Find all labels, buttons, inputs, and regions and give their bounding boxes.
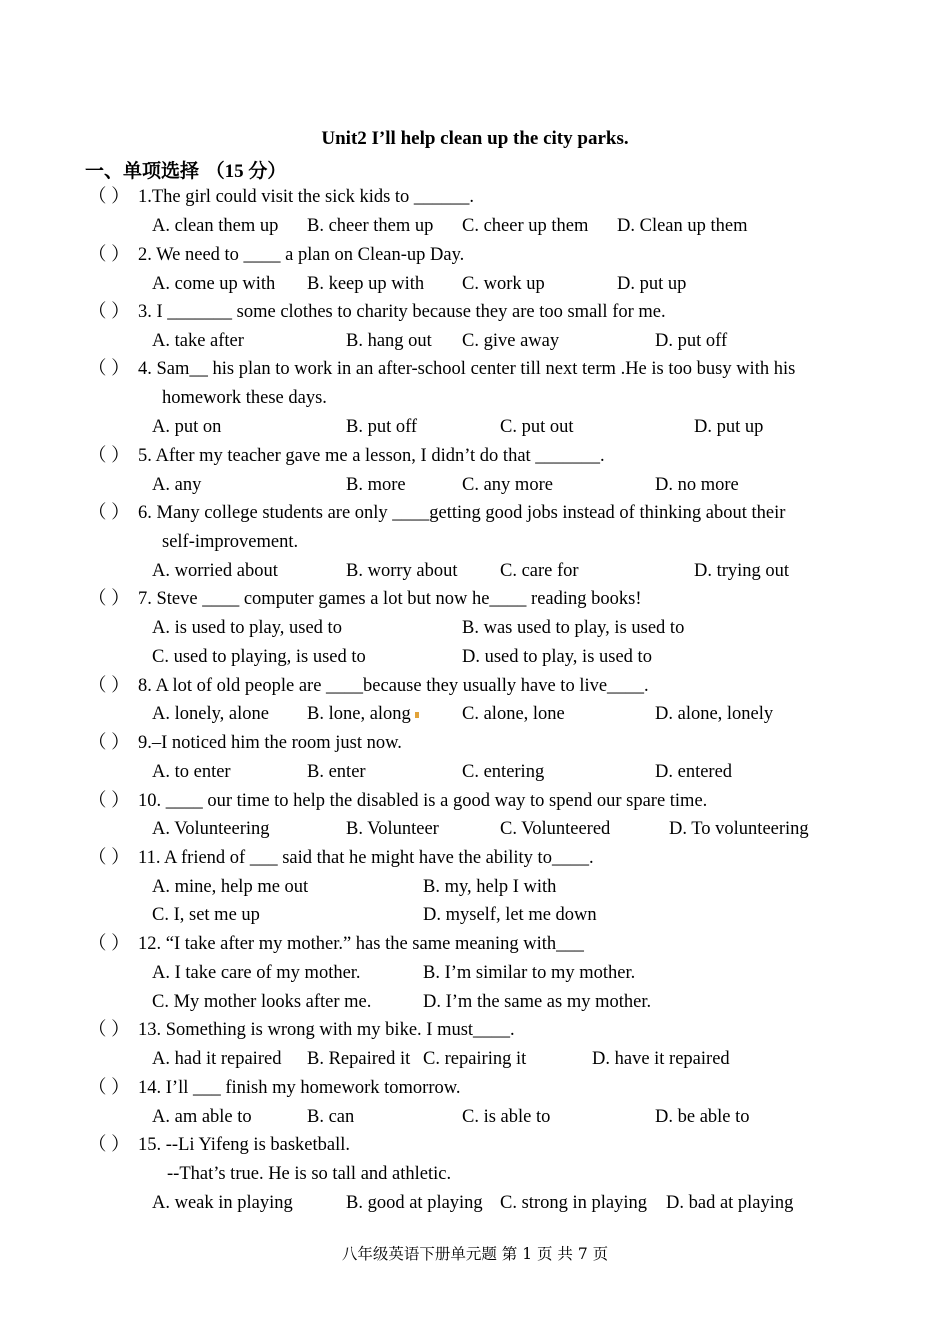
option-d: D. put off bbox=[655, 331, 728, 351]
option-b: B. enter bbox=[307, 762, 366, 782]
option-b: B. keep up with bbox=[307, 274, 425, 294]
option-c: C. care for bbox=[500, 561, 579, 581]
answer-paren: （ ） bbox=[88, 503, 130, 523]
answer-paren: （ ） bbox=[88, 934, 130, 954]
option-c: C. My mother looks after me. bbox=[152, 992, 372, 1012]
option-b: B. I’m similar to my mother. bbox=[423, 963, 636, 983]
question-stem-continuation: self-improvement. bbox=[162, 532, 299, 552]
page-footer: 八年级英语下册单元题 第 1 页 共 7 页 bbox=[341, 1245, 609, 1263]
stray-mark-icon bbox=[415, 712, 419, 718]
question-8 bbox=[88, 674, 649, 698]
option-d: D. be able to bbox=[655, 1107, 750, 1127]
option-d: D. no more bbox=[655, 475, 739, 495]
answer-paren: （ ） bbox=[88, 187, 130, 207]
option-c: C. cheer up them bbox=[462, 216, 589, 236]
option-d: D. used to play, is used to bbox=[462, 647, 652, 667]
answer-paren: （ ） bbox=[88, 848, 130, 868]
question-stem: 11. A friend of ___ said that he might have the ability to____. bbox=[138, 848, 594, 868]
question-stem: 12. “I take after my mother.” has the same meaning with___ bbox=[138, 934, 584, 954]
option-b: B. put off bbox=[346, 417, 418, 437]
answer-paren: （ ） bbox=[88, 733, 130, 753]
answer-paren: （ ） bbox=[88, 791, 130, 811]
option-a: A. am able to bbox=[152, 1107, 252, 1127]
option-d: D. Clean up them bbox=[617, 216, 748, 236]
question-10 bbox=[88, 789, 707, 813]
option-a: A. I take care of my mother. bbox=[152, 963, 361, 983]
question-1 bbox=[88, 185, 474, 209]
option-a: A. any bbox=[152, 475, 202, 495]
question-stem: 8. A lot of old people are ____because they usually have to live____. bbox=[138, 676, 649, 696]
answer-paren: （ ） bbox=[88, 1020, 130, 1040]
question-stem: 4. Sam__ his plan to work in an after-school center till next term .He is too busy with his bbox=[138, 359, 796, 379]
option-a: A. put on bbox=[152, 417, 222, 437]
section-label: 一、单项选择 bbox=[85, 160, 200, 182]
option-b bbox=[307, 702, 421, 726]
question-5 bbox=[88, 444, 605, 468]
option-b: B. cheer them up bbox=[307, 216, 434, 236]
option-a: A. had it repaired bbox=[152, 1049, 282, 1069]
option-c: C. alone, lone bbox=[462, 704, 565, 724]
answer-paren: （ ） bbox=[88, 1078, 130, 1098]
option-a: A. come up with bbox=[152, 274, 276, 294]
question-stem: 14. I’ll ___ finish my homework tomorrow. bbox=[138, 1078, 461, 1098]
option-a: A. lonely, alone bbox=[152, 704, 269, 724]
question-stem: 6. Many college students are only ____getting good jobs instead of thinking about their bbox=[138, 503, 786, 523]
question-15 bbox=[88, 1133, 350, 1157]
option-b: B. hang out bbox=[346, 331, 432, 351]
option-d: D. have it repaired bbox=[592, 1049, 730, 1069]
answer-paren: （ ） bbox=[88, 1135, 130, 1155]
option-c: C. I, set me up bbox=[152, 905, 260, 925]
option-b: B. worry about bbox=[346, 561, 458, 581]
section-heading bbox=[85, 156, 286, 183]
question-stem: 2. We need to ____ a plan on Clean-up Day. bbox=[138, 245, 465, 265]
answer-paren: （ ） bbox=[88, 446, 130, 466]
option-d: D. put up bbox=[694, 417, 764, 437]
question-stem-continuation: homework these days. bbox=[162, 388, 327, 408]
option-c: C. put out bbox=[500, 417, 574, 437]
option-c: C. any more bbox=[462, 475, 553, 495]
option-a: A. mine, help me out bbox=[152, 877, 309, 897]
question-11 bbox=[88, 846, 594, 870]
answer-paren: （ ） bbox=[88, 676, 130, 696]
option-c: C. work up bbox=[462, 274, 545, 294]
option-c: C. Volunteered bbox=[500, 819, 611, 839]
option-d: D. bad at playing bbox=[666, 1193, 794, 1213]
option-b: B. more bbox=[346, 475, 406, 495]
question-stem: 13. Something is wrong with my bike. I must____. bbox=[138, 1020, 515, 1040]
option-a: A. clean them up bbox=[152, 216, 279, 236]
question-2 bbox=[88, 243, 464, 267]
option-a: A. to enter bbox=[152, 762, 231, 782]
option-c: C. entering bbox=[462, 762, 545, 782]
question-4 bbox=[88, 357, 795, 381]
option-c: C. is able to bbox=[462, 1107, 551, 1127]
option-a: A. Volunteering bbox=[152, 819, 270, 839]
answer-paren: （ ） bbox=[88, 302, 130, 322]
option-d: D. To volunteering bbox=[669, 819, 809, 839]
option-c: C. strong in playing bbox=[500, 1193, 647, 1213]
option-c: C. used to playing, is used to bbox=[152, 647, 366, 667]
option-c: C. give away bbox=[462, 331, 560, 351]
answer-paren: （ ） bbox=[88, 245, 130, 265]
option-d: D. put up bbox=[617, 274, 687, 294]
question-9 bbox=[88, 731, 402, 755]
option-d: D. I’m the same as my mother. bbox=[423, 992, 652, 1012]
option-b: B. was used to play, is used to bbox=[462, 618, 685, 638]
option-d: D. trying out bbox=[694, 561, 790, 581]
question-3 bbox=[88, 300, 666, 324]
question-6 bbox=[88, 501, 785, 525]
question-14 bbox=[88, 1076, 461, 1100]
option-a: A. take after bbox=[152, 331, 244, 351]
option-a: A. is used to play, used to bbox=[152, 618, 342, 638]
option-b: B. can bbox=[307, 1107, 355, 1127]
question-stem: 1.The girl could visit the sick kids to ______. bbox=[138, 187, 475, 207]
question-7 bbox=[88, 587, 642, 611]
section-score: （15 分） bbox=[205, 161, 287, 182]
option-d: D. myself, let me down bbox=[423, 905, 597, 925]
option-c: C. repairing it bbox=[423, 1049, 527, 1069]
option-d: D. alone, lonely bbox=[655, 704, 774, 724]
question-stem: 15. --Li Yifeng is basketball. bbox=[138, 1135, 351, 1155]
option-a: A. weak in playing bbox=[152, 1193, 293, 1213]
answer-paren: （ ） bbox=[88, 359, 130, 379]
option-b: B. good at playing bbox=[346, 1193, 483, 1213]
page-title: Unit2 I’ll help clean up the city parks. bbox=[321, 128, 629, 149]
answer-paren: （ ） bbox=[88, 589, 130, 609]
question-stem: 10. ____ our time to help the disabled is a good way to spend our spare time. bbox=[138, 791, 708, 811]
option-b-text: B. lone, along bbox=[307, 704, 411, 724]
question-stem: 3. I _______ some clothes to charity because they are too small for me. bbox=[138, 302, 666, 322]
question-12 bbox=[88, 932, 584, 956]
option-b: B. Volunteer bbox=[346, 819, 439, 839]
question-13 bbox=[88, 1018, 515, 1042]
question-stem: 5. After my teacher gave me a lesson, I didn’t do that _______. bbox=[138, 446, 605, 466]
question-stem-continuation: --That’s true. He is so tall and athletic. bbox=[167, 1164, 452, 1184]
option-a: A. worried about bbox=[152, 561, 278, 581]
option-d: D. entered bbox=[655, 762, 733, 782]
question-stem: 9.–I noticed him the room just now. bbox=[138, 733, 402, 753]
question-stem: 7. Steve ____ computer games a lot but now he____ reading books! bbox=[138, 589, 642, 609]
option-b: B. my, help I with bbox=[423, 877, 557, 897]
option-b: B. Repaired it bbox=[307, 1049, 411, 1069]
